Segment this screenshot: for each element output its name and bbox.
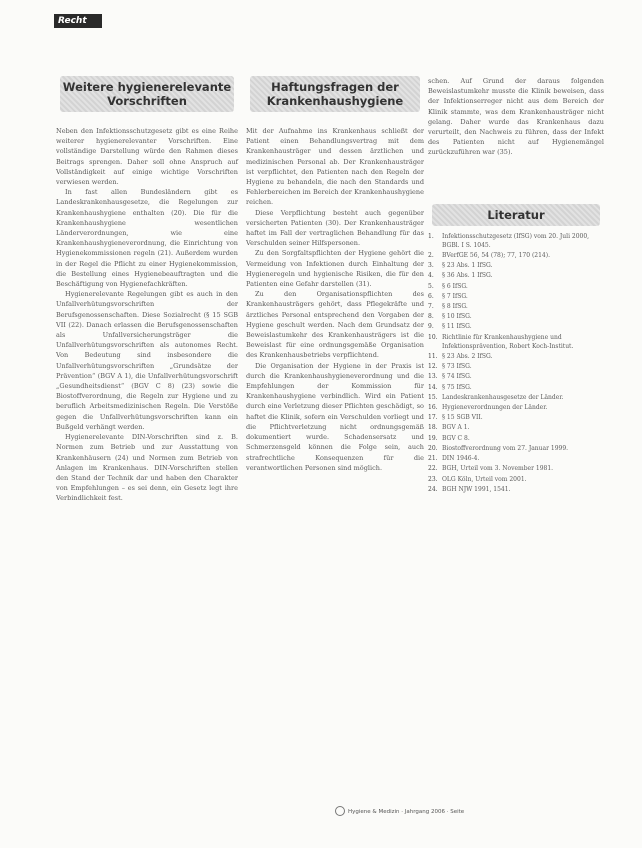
literature-number: 7. bbox=[428, 303, 434, 311]
literature-item bbox=[428, 271, 604, 280]
literature-number: 21. bbox=[428, 455, 438, 463]
literature-text: BGV C 8. bbox=[442, 434, 470, 442]
literature-item bbox=[428, 454, 604, 463]
literature-text: § 73 IfSG. bbox=[442, 363, 472, 371]
literature-item bbox=[428, 312, 604, 321]
literature-number: 6. bbox=[428, 292, 434, 300]
body-paragraph: Diese Verpflichtung besteht auch gegenüber versicherten Patienten (30). Der Krankenhausträger haftet im Fall der vertraglichen Behandlung für das Verschulden seiner Hilfspersonen. bbox=[246, 208, 424, 248]
page-footer: Hygiene & Medizin · Jahrgang 2006 · Seite bbox=[348, 809, 465, 815]
literature-item bbox=[428, 403, 604, 412]
literature-item bbox=[428, 413, 604, 422]
literature-text: BGV A 1. bbox=[442, 424, 470, 432]
body-paragraph: Neben den Infektionsschutzgesetz gibt es eine Reihe weiterer hygienerelevanter Vorschriften. Eine vollständige Darstellung würde den Rahmen dieses Beitrags sprengen. Daher soll ohne Anspruch auf Vollständigkeit auf einige wichtige Vorschriften verwiesen werden. bbox=[56, 127, 238, 187]
literature-text: § 74 IfSG. bbox=[442, 373, 472, 381]
literature-text: Landeskrankenhausgesetze der Länder. bbox=[442, 393, 564, 401]
literature-number: 20. bbox=[428, 444, 438, 452]
literature-item bbox=[428, 292, 604, 301]
column-1 bbox=[56, 76, 238, 504]
literature-text: § 15 SGB VII. bbox=[442, 414, 483, 422]
literature-text: Biostoffverordnung vom 27. Januar 1999. bbox=[442, 444, 569, 452]
literature-item bbox=[428, 485, 604, 494]
literature-item bbox=[428, 251, 604, 260]
literature-number: 12. bbox=[428, 363, 438, 371]
literature-number: 9. bbox=[428, 323, 434, 331]
literature-text: § 75 IfSG. bbox=[442, 383, 472, 391]
literature-item bbox=[428, 423, 604, 432]
literature-item bbox=[428, 383, 604, 392]
section-heading-line: Krankenhaushygiene bbox=[266, 94, 404, 108]
literature-number: 22. bbox=[428, 465, 438, 473]
literature-item bbox=[428, 322, 604, 331]
literature-text: Infektionsschutzgesetz (IfSG) vom 20. Juli 2000, BGBl. I S. 1045. bbox=[442, 232, 590, 249]
literature-text: § 10 IfSG. bbox=[442, 313, 472, 321]
literature-number: 14. bbox=[428, 383, 438, 391]
section-rubric: Recht bbox=[54, 14, 102, 28]
literature-number: 15. bbox=[428, 393, 438, 401]
body-paragraph: Zu den Organisationspflichten des Krankenhausträgers gehört, dass Pflegekräfte und ärztliches Personal entsprechend den Vorgaben der Hygiene geschult werden. Nach dem Grundsatz der Beweislastumkehr des Krankenhausträgers ist die Beweislast für eine ordnungsgemäße Organisation des Krankenhausbetriebs verpflichtend. bbox=[246, 290, 424, 360]
literature-text: § 36 Abs. 1 IfSG. bbox=[442, 272, 493, 280]
column-2 bbox=[246, 76, 424, 473]
literature-number: 11. bbox=[428, 353, 438, 361]
section-heading-box bbox=[250, 76, 420, 112]
literature-number: 17. bbox=[428, 414, 438, 422]
literature-item bbox=[428, 261, 604, 270]
literature-text: § 11 IfSG. bbox=[442, 323, 472, 331]
literature-text: BGH, Urteil vom 3. November 1981. bbox=[442, 465, 554, 473]
literature-number: 4. bbox=[428, 272, 434, 280]
literature-number: 24. bbox=[428, 485, 438, 493]
literature-number: 13. bbox=[428, 373, 438, 381]
literature-number: 2. bbox=[428, 252, 434, 260]
literature-number: 16. bbox=[428, 404, 438, 412]
literature-number: 1. bbox=[428, 232, 434, 240]
literature-item bbox=[428, 475, 604, 484]
body-paragraph: In fast allen Bundesländern gibt es Landeskrankenhausgesetze, die Regelungen zur Krankenhaushygiene enthalten (20). Die für die Krankenhaushygiene wesentlichen Länderverordnungen, wie eine Krankenhaushygieneverordnung, die Einrichtung von Hygienekommissionen regeln (21). Außerdem wurden in der Regel die Pflicht zu einer Hygienekommission, die Bestellung eines Hygienebeauftragten und die Beschäftigung von Hygienefachkräften. bbox=[56, 188, 238, 289]
literature-heading-box bbox=[432, 204, 600, 226]
literature-text: § 23 Abs. 2 IfSG. bbox=[442, 353, 493, 361]
literature-number: 3. bbox=[428, 262, 434, 270]
literature-item bbox=[428, 444, 604, 453]
literature-item bbox=[428, 352, 604, 361]
literature-item bbox=[428, 232, 604, 250]
literature-text: Hygieneverordnungen der Länder. bbox=[442, 404, 548, 412]
section-heading-line: Vorschriften bbox=[107, 94, 187, 108]
literature-text: OLG Köln, Urteil vom 2001. bbox=[442, 475, 527, 483]
literature-number: 5. bbox=[428, 282, 434, 290]
literature-number: 18. bbox=[428, 424, 438, 432]
literature-text: DIN 1946-4. bbox=[442, 455, 480, 463]
literature-text: § 8 IfSG. bbox=[442, 303, 468, 311]
body-paragraph: Mit der Aufnahme ins Krankenhaus schließt der Patient einen Behandlungsvertrag mit dem Krankenhausträger und dessen ärztlichen und medizinischen Personal ab. Der Krankenhausträger ist verpflichtet, den Patienten nach den Regeln der Hygiene zu behandeln, die nach den Standards und Fehlerbereichen im Bereich der Krankenhaushygiene reichen. bbox=[246, 127, 424, 207]
section-heading-box bbox=[60, 76, 234, 112]
literature-text: § 6 IfSG. bbox=[442, 282, 468, 290]
literature-text: § 23 Abs. 1 IfSG. bbox=[442, 262, 493, 270]
literature-number: 23. bbox=[428, 475, 438, 483]
section-heading-line: Haftungsfragen der bbox=[271, 80, 399, 94]
literature-text: BVerfGE 56, 54 (78); 77, 170 (214). bbox=[442, 252, 550, 260]
journal-logo-icon bbox=[335, 806, 345, 816]
body-paragraph: Hygienerelevante Regelungen gibt es auch in den Unfallverhütungsvorschriften der Berufsgenossenschaften. Diese Sozialrecht (§ 15 SGB VII (22). Danach erlassen die Berufsgenossenschaften als Unfallversicherungsträger die Unfallverhütungsvorschriften als autonomes Recht. Von Bedeutung sind insbesondere die Unfallverhütungsvorschriften „Grundsätze der Prävention“ (BGV A 1), die Unfallverhütungsvorschrift „Gesundheitsdienst“ (BGV C 8) (23) sowie die Biostoffverordnung, die Regeln zur Hygiene und zu beruflich Arbeitsmedizinischen Regeln. Die Verstöße gegen die Unfallverhütungsvorschriften kann ein Bußgeld verhängt werden. bbox=[56, 290, 238, 431]
literature-text: § 7 IfSG. bbox=[442, 292, 468, 300]
literature-number: 8. bbox=[428, 313, 434, 321]
literature-number: 10. bbox=[428, 333, 438, 341]
literature-item bbox=[428, 302, 604, 311]
literature-item bbox=[428, 362, 604, 371]
literature-text: Richtlinie für Krankenhaushygiene und Infektionsprävention, Robert Koch-Institut. bbox=[442, 333, 574, 350]
literature-item bbox=[428, 333, 604, 351]
literature-item bbox=[428, 464, 604, 473]
literature-text: BGH NJW 1991, 1541. bbox=[442, 485, 511, 493]
column-3 bbox=[428, 76, 604, 495]
section-heading-line: Weitere hygienerelevante bbox=[62, 80, 232, 94]
literature-item bbox=[428, 372, 604, 381]
body-paragraph: schen. Auf Grund der daraus folgenden Beweislastumkehr musste die Klinik beweisen, dass der Infektionserreger nicht aus dem Bereich der Klinik stammte, was dem Krankenhausträger nicht gelang. Daher wurde das Krankenhaus dazu verurteilt, den Nachweis zu führen, dass der Infekt des Patienten nicht auf Hygienemängel zurückzuführen war (35). bbox=[428, 77, 604, 157]
body-paragraph: Zu den Sorgfaltspflichten der Hygiene gehört die Vermeidung von Infektionen durch Einhaltung der Hygieneregeln und hygienische Risiken, die für den Patienten eine Gefahr darstellen (31). bbox=[246, 249, 424, 289]
literature-item bbox=[428, 282, 604, 291]
literature-list bbox=[428, 232, 604, 494]
literature-number: 19. bbox=[428, 434, 438, 442]
body-paragraph: Die Organisation der Hygiene in der Praxis ist durch die Krankenhaushygieneverordnung und die Empfehlungen der Kommission für Krankenhaushygiene verbindlich. Wird ein Patient durch eine Verletzung dieser Pflichten geschädigt, so haftet die Klinik, sofern ein Verschulden vorliegt und die Pflichtverletzung nicht ordnungsgemäß dokumentiert wurde. Schadensersatz und Schmerzensgeld können die Folge sein, auch strafrechtliche Konsequenzen für die verantwortlichen Personen sind möglich. bbox=[246, 361, 424, 472]
literature-item bbox=[428, 434, 604, 443]
literature-item bbox=[428, 393, 604, 402]
literature-heading: Literatur bbox=[487, 207, 545, 222]
body-paragraph: Hygienerelevante DIN-Vorschriften sind z. B. Normen zum Betrieb und zur Ausstattung von Krankenhäusern (24) und Normen zum Betrieb von Anlagen im Krankenhaus. DIN-Vorschriften stellen den Stand der Technik dar und haben den Charakter von Empfehlungen – es sei denn, ein Gesetz legt ihre Verbindlichkeit fest. bbox=[56, 433, 238, 503]
